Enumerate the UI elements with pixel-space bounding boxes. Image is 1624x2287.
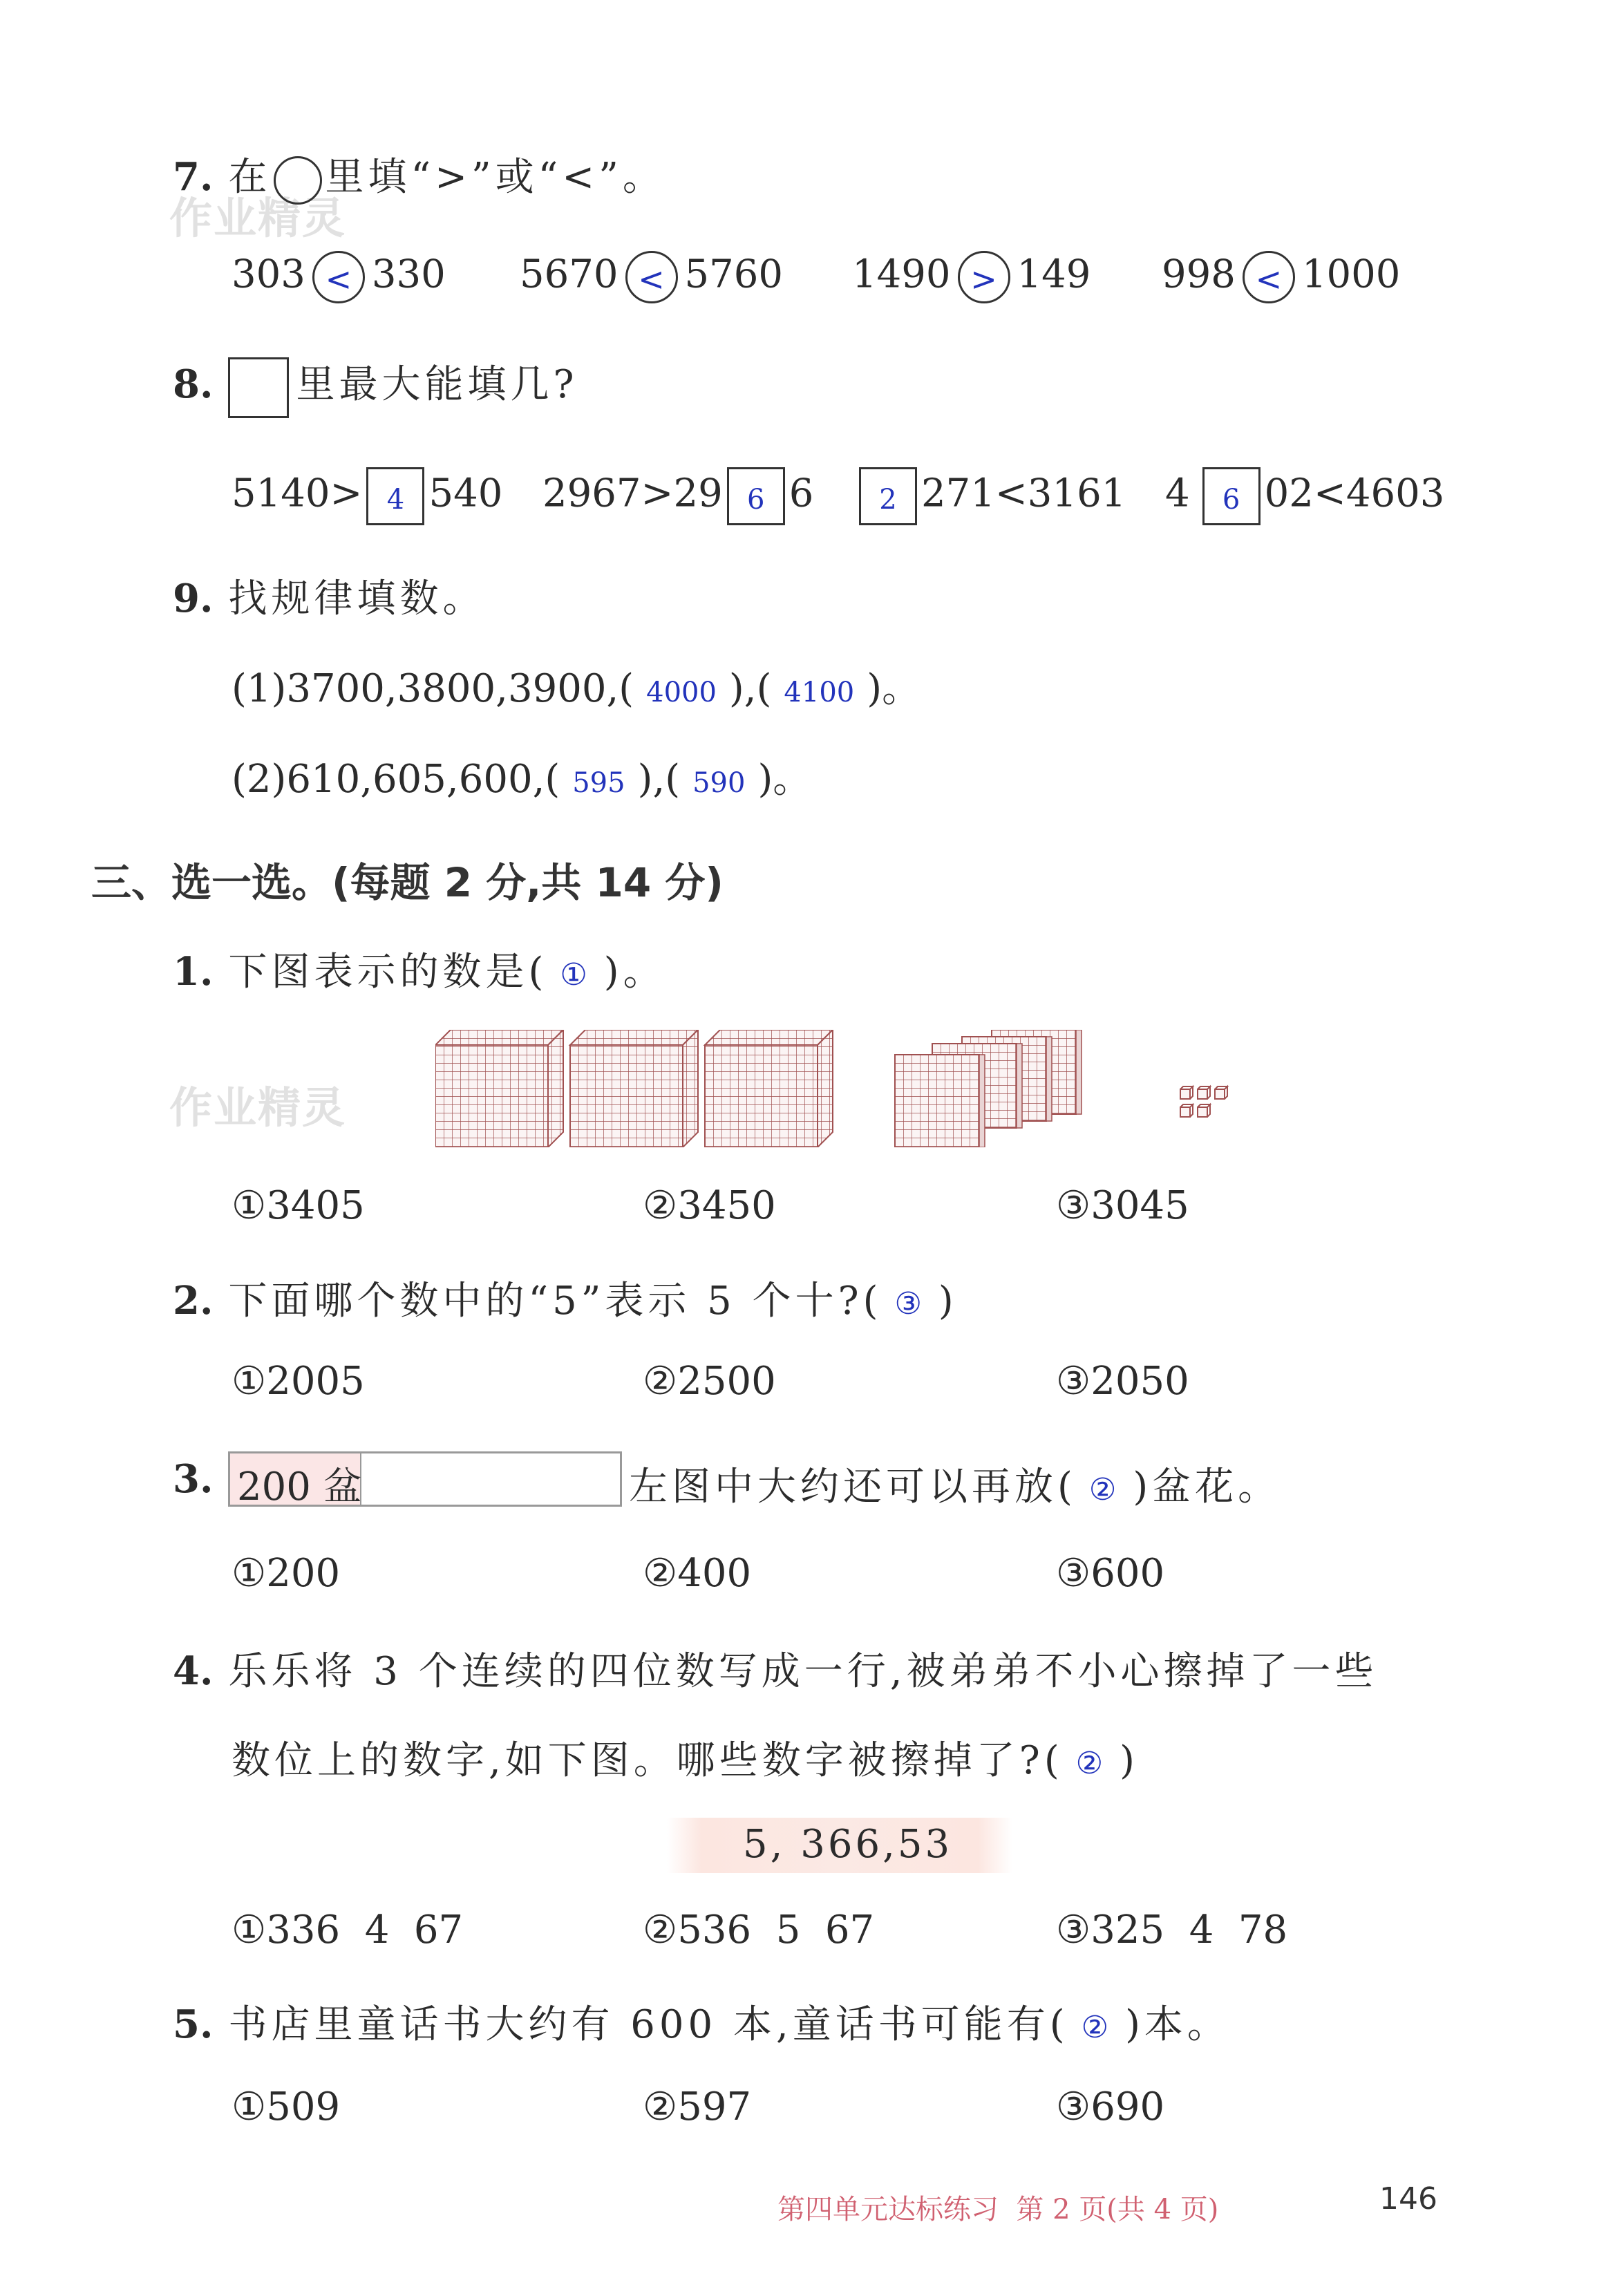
fill-box-item: [855, 467, 1126, 525]
question-number: 1.: [173, 949, 214, 995]
pattern-line-1: [232, 658, 920, 713]
answer-digit: 6: [746, 484, 765, 516]
compare-item: [852, 251, 1090, 303]
question-text: ): [1120, 1738, 1139, 1783]
compare-item: [232, 251, 446, 303]
choice-question-4-line1: [173, 1641, 1378, 1696]
sequence-text: (2)610,605,600,(: [232, 757, 560, 802]
base-ten-blocks-figure: [435, 1030, 1251, 1147]
number-right: 1000: [1301, 252, 1401, 297]
thousand-cube: [705, 1030, 833, 1147]
compare-item: [520, 251, 783, 303]
option-1[interactable]: ①509: [232, 2084, 341, 2129]
question-text: )盆花。: [1133, 1465, 1281, 1509]
sequence-text: ),(: [637, 757, 681, 802]
page-number: 146: [1379, 2181, 1437, 2217]
answer-digit: 6: [1222, 484, 1240, 516]
answer-choice[interactable]: ①: [560, 957, 592, 992]
option-3[interactable]: ③600: [1056, 1551, 1165, 1596]
question-text: )。: [603, 950, 666, 995]
answer-box[interactable]: [727, 467, 785, 525]
compare-item: [1162, 251, 1400, 303]
option-2[interactable]: ②3450: [643, 1183, 776, 1228]
footer-label: 第四单元达标练习 第 2 页(共 4 页): [777, 2194, 1219, 2225]
sequence-text: ),(: [728, 666, 772, 711]
choice-question-4-line2: [232, 1730, 1139, 1785]
answer-symbol: <: [1255, 261, 1283, 298]
question-number: 2.: [173, 1278, 214, 1324]
sequence-text: (1)3700,3800,3900,(: [232, 666, 634, 711]
box-label: 200 盆: [237, 1465, 362, 1509]
thousand-cube: [435, 1030, 563, 1147]
number-part: 2967>29: [542, 471, 723, 516]
option-2[interactable]: ②400: [643, 1551, 752, 1596]
answer-symbol: <: [638, 261, 665, 298]
question-number: 7.: [173, 154, 214, 200]
question-text: ): [938, 1279, 958, 1324]
sequence-text: )。: [867, 666, 921, 711]
answer-choice[interactable]: ②: [1075, 1746, 1108, 1781]
empty-square-icon: [228, 357, 289, 418]
option-3[interactable]: ③325 4 78: [1056, 1908, 1288, 1952]
number-part: 4: [1165, 471, 1190, 516]
answer-digit: 2: [879, 484, 897, 516]
fill-box-item: [542, 467, 813, 525]
question-text: 找规律填数。: [228, 576, 486, 621]
question-8-title: [173, 354, 578, 418]
answer-choice[interactable]: ②: [1088, 1472, 1121, 1507]
option-2[interactable]: ②536 5 67: [643, 1908, 875, 1952]
answer-box[interactable]: [1202, 467, 1261, 525]
unit-cube: [1198, 1104, 1210, 1117]
answer-value[interactable]: 4100: [784, 677, 855, 708]
number-right: 330: [371, 252, 446, 297]
option-2[interactable]: ②597: [643, 2084, 752, 2129]
question-number: 3.: [173, 1456, 214, 1502]
number-part: 271<3161: [921, 471, 1126, 516]
question-text: 在: [228, 155, 272, 200]
number-left: 998: [1162, 252, 1236, 297]
number-part: 5140>: [232, 471, 363, 516]
unit-cube: [1198, 1086, 1210, 1099]
answer-circle[interactable]: [958, 251, 1010, 303]
answer-value[interactable]: 4000: [646, 677, 717, 708]
answer-choice[interactable]: ②: [1081, 2010, 1113, 2045]
sequence-text: )。: [757, 757, 812, 802]
option-1[interactable]: ①200: [232, 1551, 341, 1596]
thousand-cube: [570, 1030, 698, 1147]
question-text: 下面哪个数中的“5”表示 5 个十?(: [228, 1279, 882, 1324]
unit-cube: [1215, 1086, 1227, 1099]
choice-question-3: [629, 1456, 1281, 1512]
number-right: 149: [1017, 252, 1091, 297]
answer-symbol: <: [325, 261, 352, 298]
choice-question-1: [173, 941, 666, 997]
unit-cube: [1180, 1086, 1193, 1099]
answer-value[interactable]: 590: [692, 767, 746, 799]
number-part: 6: [789, 471, 814, 516]
number-part: 02<4603: [1264, 471, 1445, 516]
option-1[interactable]: ①336 4 67: [232, 1908, 464, 1952]
number-part: 540: [428, 471, 503, 516]
fill-box-item: [1165, 467, 1444, 525]
question-text: 下图表示的数是(: [228, 950, 548, 995]
pattern-line-2: [232, 749, 811, 804]
answer-digit: 4: [386, 484, 405, 516]
answer-box[interactable]: [366, 467, 424, 525]
answer-choice[interactable]: ③: [894, 1286, 926, 1321]
question-number: 5.: [173, 2002, 214, 2047]
erased-number-figure: [667, 1818, 1012, 1873]
number-left: 5670: [520, 252, 619, 297]
unit-cube: [1180, 1104, 1193, 1117]
question-number: 8.: [173, 361, 214, 407]
watermark: 作业精灵: [169, 1082, 347, 1133]
answer-circle[interactable]: [1243, 251, 1295, 303]
option-3[interactable]: ③3045: [1056, 1183, 1189, 1228]
option-3[interactable]: ③2050: [1056, 1359, 1189, 1404]
question-text: 数位上的数字,如下图。哪些数字被擦掉了?(: [232, 1738, 1064, 1783]
option-1[interactable]: ①3405: [232, 1183, 365, 1228]
fill-box-item: [232, 467, 502, 525]
answer-symbol: >: [970, 261, 997, 298]
question-9-title: [173, 568, 485, 623]
erased-number-text: 5, 366,53: [743, 1822, 953, 1867]
question-text: 书店里童话书大约有 600 本,童话书可能有(: [228, 2002, 1069, 2047]
choice-question-2: [173, 1270, 958, 1326]
answer-value[interactable]: 595: [572, 767, 625, 799]
choice-question-3-number: [173, 1456, 228, 1502]
answer-circle[interactable]: [625, 251, 678, 303]
empty-circle-icon: [274, 156, 322, 205]
number-right: 5760: [684, 252, 784, 297]
answer-circle[interactable]: [312, 251, 365, 303]
question-text: 左图中大约还可以再放(: [629, 1465, 1077, 1509]
question-7-title: [173, 147, 665, 205]
option-3[interactable]: ③690: [1056, 2084, 1165, 2129]
question-text: )本。: [1125, 2002, 1230, 2047]
section-title: 三、选一选。(每题 2 分,共 14 分): [91, 859, 724, 906]
flower-pot-box: [228, 1451, 622, 1507]
choice-question-5: [173, 1994, 1230, 2049]
option-1[interactable]: ①2005: [232, 1359, 365, 1404]
question-text: 乐乐将 3 个连续的四位数写成一行,被弟弟不小心擦掉了一些: [228, 1649, 1378, 1694]
question-text: 里填“>”或“<”。: [325, 155, 665, 200]
hundred-flat: [895, 1055, 985, 1147]
option-2[interactable]: ②2500: [643, 1359, 776, 1404]
question-number: 4.: [173, 1648, 214, 1694]
watermark: 作业精灵: [169, 193, 347, 243]
answer-box[interactable]: [859, 467, 917, 525]
number-left: 303: [232, 252, 305, 297]
question-text: 里最大能填几?: [296, 362, 578, 407]
question-number: 9.: [173, 576, 214, 621]
number-left: 1490: [852, 252, 951, 297]
